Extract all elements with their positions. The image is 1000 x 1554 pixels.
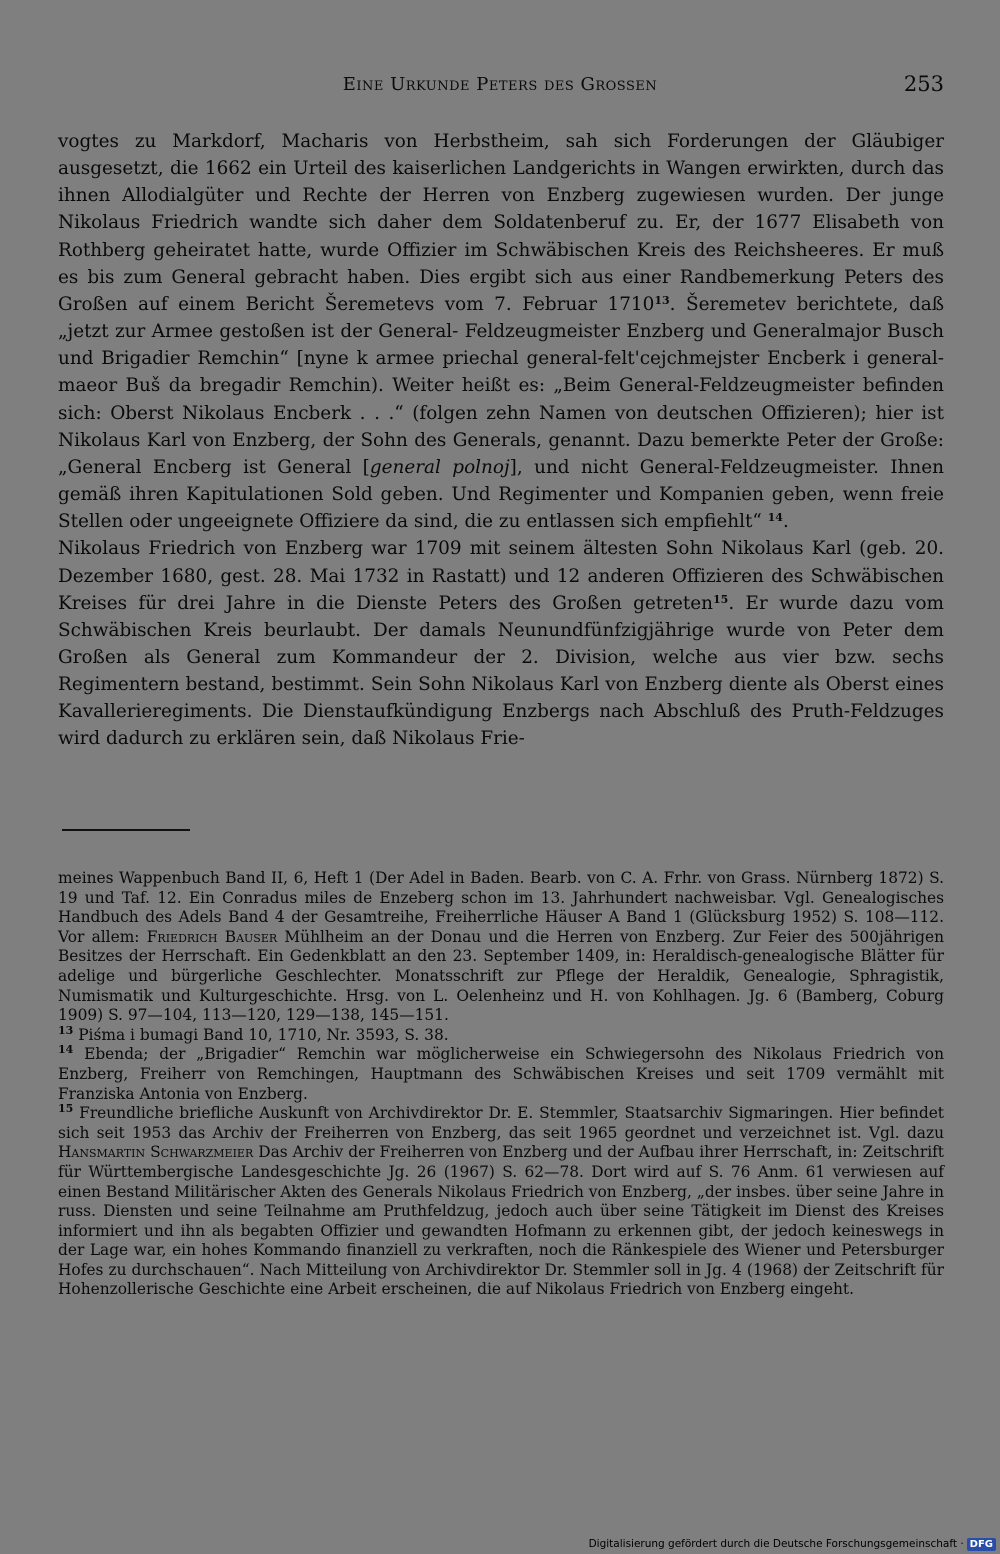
text-run: . Er wurde dazu vom Schwäbischen Kreis beurlaubt. Der damals Neunundfünfzigjährige wurde von Peter dem Großen als General zum Kommandeur der 2. Division, welche aus vier bzw. sechs Regimentern bestand, bestimmt. Sein Sohn Nikolaus Karl von Enzberg diente als Oberst eines Kavallerieregiments. Die Dienstaufkündigung Enzbergs nach Abschluß des Pruth-Feldzuges wird dadurch zu erklären sein, daß Nikolaus Frie- [58,592,944,750]
footnotes [58,869,944,1300]
footnote-marker: 14 [58,1043,74,1057]
footnote-marker: 15 [58,1102,74,1116]
author-name: Friedrich Bauser [146,927,278,946]
page-header [56,74,944,104]
footnote [58,1023,944,1046]
text-run: . [782,511,789,533]
dfg-logo: DFG [967,1538,996,1551]
text-run: Piśma i bumagi Band 10, 1710, Nr. 3593, S. 38. [73,1025,449,1044]
body-paragraph [58,128,944,535]
author-name: Hansmartin Schwarzmeier [58,1143,254,1162]
text-run: vogtes zu Markdorf, Macharis von Herbstheim, sah sich Forderungen der Gläubiger ausgesetzt, die 1662 ein Urteil des kaiserlichen Landgerichts in Wangen erwirkten, durch das ihnen Allodialgüter und Rechte der Herren von Enzberg zugewiesen wurden. Der junge Nikolaus Friedrich wandte sich daher dem Soldatenberuf zu. Er, der 1677 Elisabeth von Rothberg geheiratet hatte, wurde Offizier im Schwäbischen Kreis des Reichsheeres. Er muß es bis zum General gebracht haben. Dies ergibt sich aus einer Randbemerkung Peters des Großen auf einem Bericht Šeremetevs vom 7. Februar 1710 [58,131,944,315]
text-run: Nikolaus Friedrich von Enzberg war 1709 mit seinem ältesten Sohn Nikolaus Karl (geb. 20. Dezember 1680, gest. 28. Mai 1732 in Rastatt) und 12 anderen Offizieren des Schwäbischen Kreises für drei Jahre in die Dienste Peters des Großen getreten [58,538,944,614]
footnote [58,1045,944,1104]
footnote-marker: 14 [767,511,783,525]
main-text [58,128,944,753]
footnote-separator [62,829,190,831]
footnote [58,1104,944,1300]
footnote [58,869,944,1026]
page-number: 253 [903,72,944,96]
footnote-marker: 13 [654,293,670,307]
running-title: Eine Urkunde Peters des Grossen [342,74,658,95]
text-run: meines Wappenbuch Band II, 6, Heft 1 (Der Adel in Baden. Bearb. von C. A. Frhr. von Grass. Nürnberg 1872) S. 19 und Taf. 12. Ein Conradus miles de Enzeberg schon im 13. Jahrhundert nachweisbar. Vgl. Genealogisches Handbuch des Adels Band 4 der Gesamtreihe, Freiherrliche Häuser A Band 1 (Glücksburg 1952) S. 108—112. Vor allem: [58,869,944,946]
footnote-marker: 15 [713,592,729,606]
footer-credit: Digitalisierung gefördert durch die Deutsche Forschungsgemeinschaft · [588,1538,964,1550]
text-run: Ebenda; der „Brigadier“ Remchin war möglicherweise ein Schwiegersohn des Nikolaus Friedrich von Enzberg, Freiherr von Remchingen, Hauptmann des Schwäbischen Kreises und seit 1709 vermählt mit Franziska Antonia von Enzberg. [58,1045,944,1103]
italic-run: general polnoj [369,456,510,478]
text-run: Das Archiv der Freiherren von Enzberg und der Aufbau ihrer Herrschaft, in: Zeitschrift für Württembergische Landesgeschichte Jg. 26 (1967) S. 62—78. Dort wird auf S. 76 Anm. 61 verwiesen auf einen Bestand Militärischer Akten des Generals Nikolaus Friedrich von Enzberg, „der insbes. über seine Jahre in russ. Diensten und seine Teilnahme am Pruthfeldzug, jedoch auch über seine Tätigkeit im Dienst des Kreises informiert und ihn als begabten Offizier und gewandten Hofmann zu erkennen gibt, der jedoch keineswegs in der Lage war, ein hohes Kommando finanziell zu verkraften, noch die Ränkespiele des Wiener und Petersburger Hofes zu durchschauen“. Nach Mitteilung von Archivdirektor Dr. Stemmler soll in Jg. 4 (1968) der Zeitschrift für Hohenzollerische Geschichte eine Arbeit erscheinen, die auf Nikolaus Friedrich von Enzberg eingeht. [58,1143,944,1299]
text-run: . Šeremetev berichtete, daß „jetzt zur Armee gestoßen ist der General- Feldzeugmeister Enzberg und Generalmajor Busch und Brigadier Remchin“ [nyne k armee priechal general-felt'cejchmejster Encberk i general-maeor Buš da bregadir Remchin). Weiter heißt es: „Beim General-Feldzeugmeister befinden sich: Oberst Nikolaus Encberk . . .“ (folgen zehn Namen von deutschen Offizieren); hier ist Nikolaus Karl von Enzberg, der Sohn des Generals, genannt. Dazu bemerkte Peter der Große: „General Encberg ist General [ [58,293,944,478]
footnote-marker: 13 [58,1023,74,1037]
text-run: Freundliche briefliche Auskunft von Archivdirektor Dr. E. Stemmler, Staatsarchiv Sigmaringen. Hier befindet sich seit 1953 das Archiv der Freiherren von Enzberg, das seit 1965 geordnet und verzeichnet ist. Vgl. dazu [58,1104,944,1142]
body-paragraph [58,535,944,752]
text-run: ], und nicht General-Feldzeugmeister. Ihnen gemäß ihren Kapitulationen Sold geben. Und Regimenter und Kompanien geben, wenn freie Stellen oder ungeeignete Offiziere da sind, die zu entlassen sich empfiehlt“ [58,456,944,533]
text-run: Mühlheim an der Donau und die Herren von Enzberg. Zur Feier des 500jährigen Besitzes der Herrschaft. Ein Gedenkblatt an den 23. September 1409, in: Heraldisch-genealogische Blätter für adelige und bürgerliche Geschlechter. Monatsschrift zur Pflege der Heraldik, Genealogie, Sphragistik, Numismatik und Kulturgeschichte. Hrsg. von L. Oelenheinz und H. von Kohlhagen. Jg. 6 (Bamberg, Coburg 1909) S. 97—104, 113—120, 129—138, 145—151. [58,927,944,1025]
digitization-footer [589,1536,996,1552]
